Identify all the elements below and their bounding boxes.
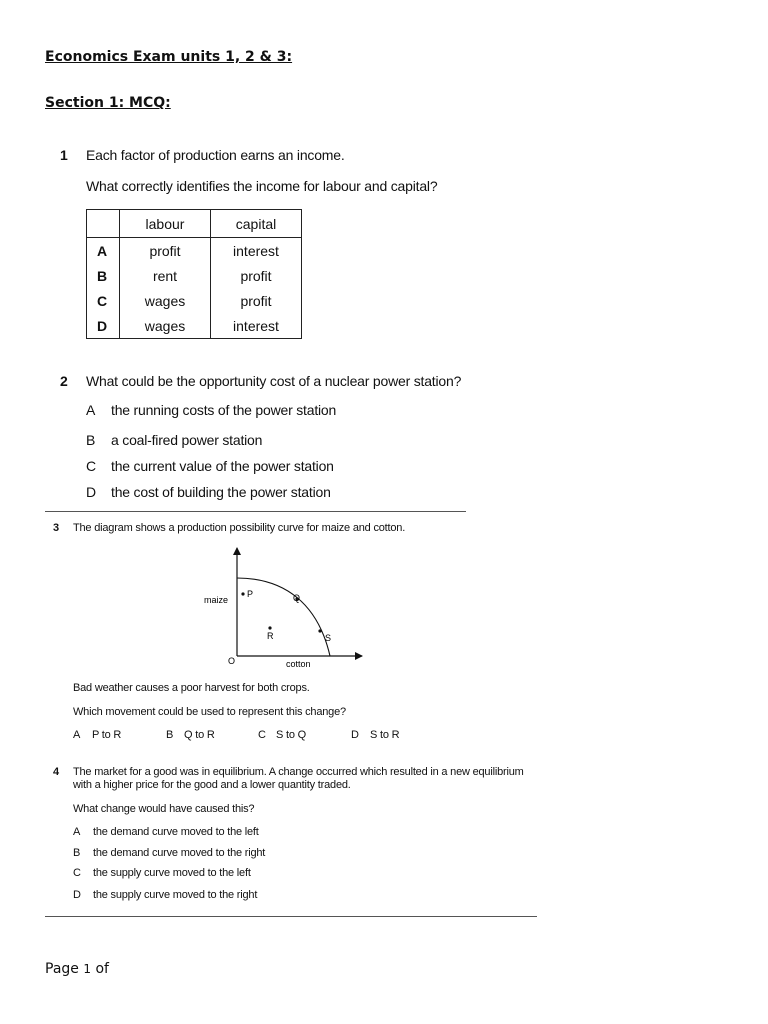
table-row [87,288,302,313]
divider [45,916,537,917]
option-text: the supply curve moved to the right [93,889,258,901]
option-letter: B [166,729,174,741]
question-number: 2 [60,373,68,389]
table-row [87,263,302,288]
labour-cell: wages [120,313,211,339]
point-r-label: R [267,631,274,641]
option-text: the running costs of the power station [111,402,337,418]
labour-cell: wages [120,288,211,313]
option-letter: C [258,729,266,741]
page-number: 1 [83,962,91,976]
x-axis-label: cotton [286,659,311,669]
point-r-dot [268,626,271,629]
question-number: 1 [60,147,68,163]
option-letter: C [86,458,96,474]
exam-title: Economics Exam units 1, 2 & 3: [45,49,293,65]
option-text: the cost of building the power station [111,484,331,500]
option-letter: A [73,729,81,741]
table-header-row [87,210,302,238]
labour-cell: rent [120,263,211,288]
option-text: the demand curve moved to the left [93,826,259,838]
question-text: What could be the opportunity cost of a nuclear power station? [86,373,462,389]
question-text: with a higher price for the good and a lower quantity traded. [73,779,351,791]
option-text: the supply curve moved to the left [93,867,251,879]
column-header-capital: capital [211,210,302,238]
question-prompt: What correctly identifies the income for labour and capital? [86,178,438,194]
question-number: 3 [53,522,59,534]
option-letter: A [87,238,120,264]
option-letter: B [73,847,81,859]
option-letter: D [73,889,81,901]
labour-cell: profit [120,238,211,264]
capital-cell: profit [211,263,302,288]
page-of-label: of [95,961,109,977]
option-text: Q to R [184,729,215,741]
option-letter: D [351,729,359,741]
question-prompt: Which movement could be used to represent this change? [73,706,346,718]
option-letter: B [86,432,96,448]
ppc-diagram [190,544,380,674]
option-letter: C [73,867,81,879]
option-letter: D [86,484,96,500]
question-text: Bad weather causes a poor harvest for both crops. [73,682,310,694]
section-heading: Section 1: MCQ: [45,95,171,111]
point-p-dot [241,592,244,595]
divider [45,511,466,512]
origin-label: O [228,656,236,666]
question-prompt: What change would have caused this? [73,803,255,815]
option-text: the demand curve moved to the right [93,847,266,859]
option-letter: B [87,263,120,288]
option-text: S to Q [276,729,306,741]
y-axis-label: maize [204,595,229,605]
table-row [87,313,302,339]
answer-table [86,209,302,339]
option-text: a coal-fired power station [111,432,263,448]
option-letter: A [73,826,81,838]
point-p-label: P [247,589,254,599]
question-text: Each factor of production earns an income. [86,147,345,163]
capital-cell: interest [211,313,302,339]
option-letter: C [87,288,120,313]
option-text: S to R [370,729,400,741]
question-text: The market for a good was in equilibrium. A change occurred which resulted in a new equilibrium [73,766,524,778]
question-text: The diagram shows a production possibility curve for maize and cotton. [73,522,406,534]
page-footer [45,961,109,977]
option-text: P to R [92,729,122,741]
capital-cell: profit [211,288,302,313]
point-q-label: Q [293,593,301,603]
column-header-labour: labour [120,210,211,238]
option-text: the current value of the power station [111,458,334,474]
option-letter: D [87,313,120,339]
option-letter: A [86,402,96,418]
page-label: Page [45,961,79,977]
table-corner-cell [87,210,120,238]
point-s-label: S [325,633,332,643]
table-row [87,238,302,264]
question-number: 4 [53,766,59,778]
capital-cell: interest [211,238,302,264]
point-s-dot [318,629,321,632]
